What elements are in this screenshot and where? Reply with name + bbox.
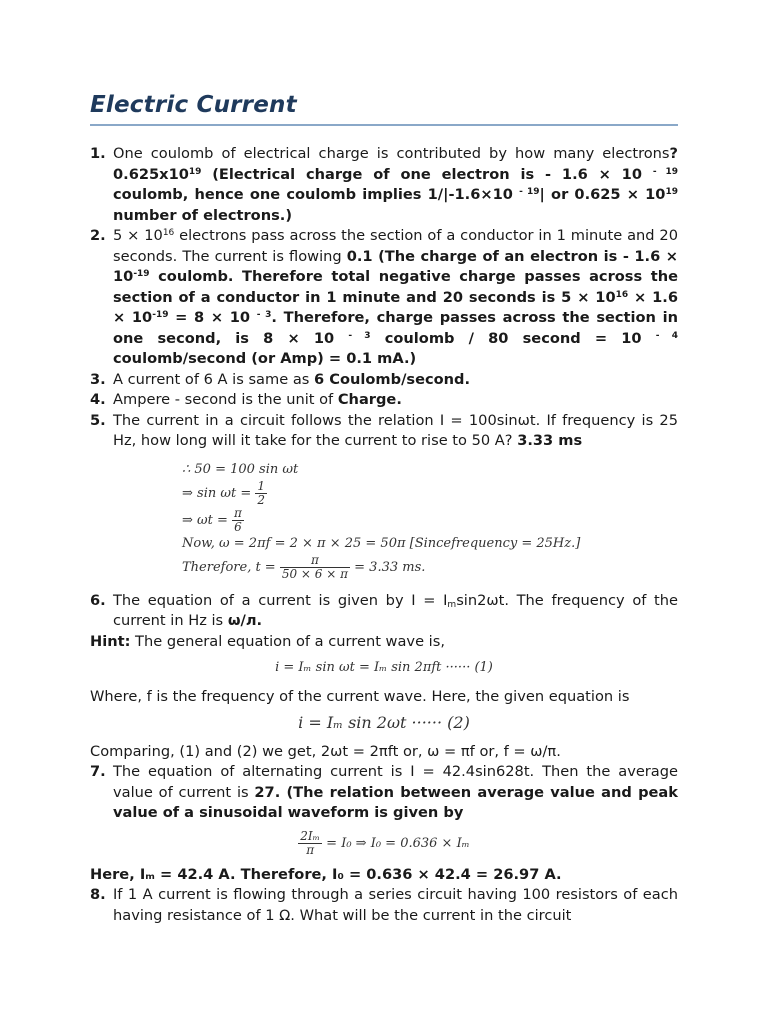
question-text: The equation of alternating current is I = 42.4sin628t. Then the average value of current is <box>113 763 678 801</box>
page-title: Electric Current <box>90 92 297 118</box>
question-text: A current of 6 A is same as <box>113 370 315 388</box>
answer-text: 27. (The relation between average value and peak value of a sinusoidal waveform is given by <box>113 783 678 821</box>
question-text: The current in a circuit follows the relation I = 100sinωt. If frequency is 25 Hz, how long will it take for the current to rise to 50 A? <box>113 411 678 449</box>
solution-equations <box>90 460 678 581</box>
question-text: The equation of a current is given by $I = I_m\sin 2\omega t$. The frequency of the current in Hz is <box>113 591 678 629</box>
equation-line: ⇒ ωt = $\frac{\pi}{6}$ <box>182 505 242 534</box>
comparison-text: Comparing, (1) and (2) we get, 2ωt = 2πft or, ω = πf or, f = ω/π. <box>90 742 561 760</box>
answer-text: $0.625x10^{19}$ (Electrical charge of one electron is - 1.6 × 10 $^{- 19}$ coulomb, hence one coulomb implies 1/|-1.6×10 $^{- 19}$| or $0.625 \times 10^{19}$ number of electrons.) <box>113 165 678 224</box>
equation-line: Now, ω = 2πf = 2 × π × 25 = 50π [Sincefrequency = 25Hz.] <box>182 535 581 551</box>
question-number: 8. <box>90 886 106 903</box>
equation-1: i = Iₘ sin ωt = Iₘ sin 2πft ······ (1) <box>275 660 493 675</box>
question-text: If 1 A current is flowing through a series circuit having 100 resistors of each having resistance of 1 Ω. What will be the current in the circuit <box>113 886 678 924</box>
question-text: One coulomb of electrical charge is contributed by how many electrons <box>113 145 670 162</box>
answer-text: 0.1 (The charge of an electron is - $1.6 \times 10^{-19}$ coulomb. Therefore total negative charge passes across the section of a conductor in 1 minute and 20 seconds is $5 \times 10^{16} \times 1.6 \times 10^{-19} = 8 \times 10$ $^{- 3}$. Therefore, charge passes across the section in one second, is 8 × 10 $^{- 3}$ coulomb / 80 second = 10 $^{- 4}$ coulomb/second (or Amp) = 0.1 mA.) <box>113 247 678 367</box>
answer-text: ω/л. <box>227 612 263 629</box>
question-7 <box>90 762 678 824</box>
result-line: Here, Iₘ = 42.4 A. Therefore, I₀ = 0.636 × 42.4 = 26.97 A. <box>90 865 562 883</box>
where-text: Where, f is the frequency of the current wave. Here, the given equation is <box>90 687 630 705</box>
question-text: Ampere - second is the unit of <box>113 391 338 408</box>
title-divider <box>90 124 678 126</box>
question-3 <box>90 370 678 391</box>
answer-text: 3.33 ms <box>517 432 583 449</box>
question-number: 2. <box>90 227 106 244</box>
question-number: 6. <box>90 591 106 609</box>
equation-line: ∴ 50 = 100 sin ωt <box>182 461 299 477</box>
question-8 <box>90 885 678 926</box>
equation-2: i = Iₘ sin 2ωt ······ (2) <box>298 713 470 732</box>
question-number: 3. <box>90 370 106 388</box>
question-1: 1. One coulomb of electrical charge is contributed by how many electrons? $0.625x10^{19}$ (Electrical charge of one electron is - 1.6 × 10 $^{- 19}$ coulomb, hence one coulomb implies 1/|-1.6×10 $^{- 19}$| or $0.625 \times 10^{19}$ number of electrons.) <box>90 145 678 224</box>
question-number: 7. <box>90 763 106 780</box>
question-text: $5 \times 10^{16}$ electrons pass across the section of a conductor in 1 minute and 20 seconds. The current is flowing <box>113 227 678 265</box>
question-4 <box>90 390 678 411</box>
question-6 <box>90 591 678 632</box>
answer-text: Charge. <box>337 391 402 408</box>
equation-line: ⇒ sin ωt = $\frac{1}{2}$ <box>182 478 265 507</box>
hint-text: The general equation of a current wave is, <box>130 632 445 650</box>
hint-paragraph <box>90 632 678 653</box>
average-value-equation: $\frac{\text{2Iₘ}}{\pi}$ = I₀ ⇒ I₀ = 0.636 × Iₘ <box>300 828 470 857</box>
question-number: 1. <box>90 145 106 162</box>
question-2 <box>90 226 678 370</box>
equation-line: Therefore, t = $\frac{\pi}{50 \times 6 \times \pi}$ = 3.33 ms. <box>182 552 426 581</box>
question-number: 5. <box>90 411 106 429</box>
answer-text: 6 Coulomb/second. <box>314 370 471 388</box>
question-number: 4. <box>90 391 106 408</box>
question-5 <box>90 411 678 452</box>
hint-label: Hint: <box>90 632 131 650</box>
